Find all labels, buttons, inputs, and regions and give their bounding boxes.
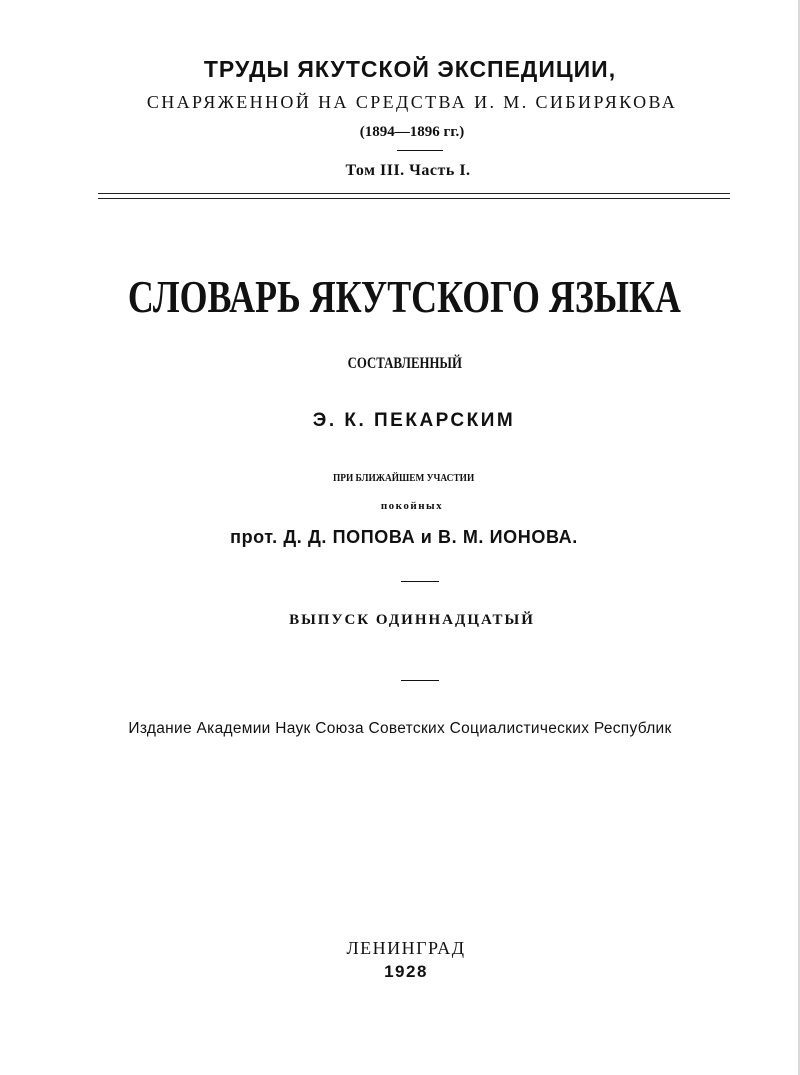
publication-city: ЛЕНИНГРАД <box>346 938 466 958</box>
double-divider-rule <box>98 193 730 199</box>
divider-rule <box>397 150 443 151</box>
volume-part: Том III. Часть I. <box>345 162 471 179</box>
divider-rule <box>401 581 439 582</box>
compiled-by: СОСТАВЛЕННЫЙ <box>347 355 462 372</box>
divider-rule <box>401 680 439 681</box>
issue-number: ВЫПУСК ОДИННАДЦАТЫЙ <box>289 612 535 628</box>
publication-year: 1928 <box>384 962 428 981</box>
late-line: покойных <box>380 500 444 512</box>
series-title: ТРУДЫ ЯКУТСКОЙ ЭКСПЕДИЦИИ, <box>203 56 617 82</box>
sponsor-line: СНАРЯЖЕННОЙ НА СРЕДСТВА И. М. СИБИРЯКОВА <box>146 92 678 112</box>
coauthors-line: прот. Д. Д. ПОПОВА и В. М. ИОНОВА. <box>230 527 578 547</box>
expedition-years: (1894—1896 гг.) <box>359 124 465 140</box>
main-title: СЛОВАРЬ ЯКУТСКОГО ЯЗЫКА <box>127 271 681 322</box>
author-name: Э. К. ПЕКАРСКИМ <box>312 410 516 431</box>
publisher-line: Издание Академии Наук Союза Советских Социалистических Республик <box>128 720 672 737</box>
participation-line: ПРИ БЛИЖАЙШЕМ УЧАСТИИ <box>332 472 475 484</box>
